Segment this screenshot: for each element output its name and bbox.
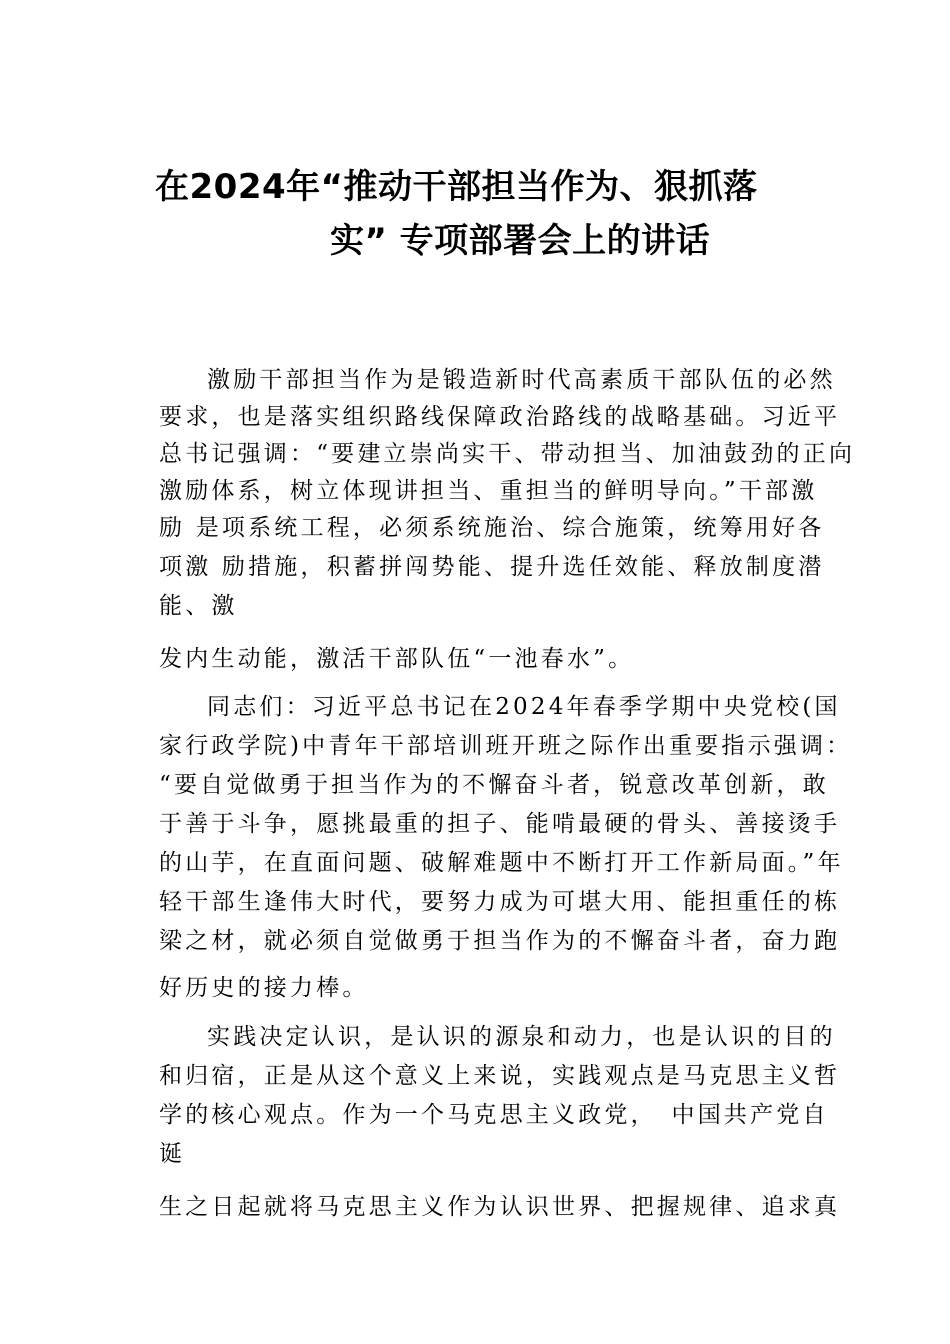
paragraph-line: 梁之材，就必须自觉做勇于担当作为的不懈奋斗者，奋力跑 [159,928,841,954]
paragraph-line: 项激 励措施，积蓄拼闯势能、提升选任效能、释放制度潜 [159,554,825,580]
paragraph-line: 同志们：习近平总书记在2024年春季学期中央党校(国 [207,694,841,720]
paragraph-line: 励 是项系统工程，必须系统施治、综合施策，统筹用好各 [159,515,825,541]
paragraph-line: “要自觉做勇于担当作为的不懈奋斗者，锐意改革创新，敢 [159,772,829,798]
paragraph-line: 要求，也是落实组织路线保障政治路线的战略基础。习近平 [159,404,841,430]
document-title-line-1: 在2024年“推动干部担当作为、狠抓落 [155,167,758,207]
paragraph-line: 的山芋，在直面问题、破解难题中不断打开工作新局面。”年 [159,850,844,876]
paragraph-line: 和归宿，正是从这个意义上来说，实践观点是马克思主义哲 [159,1063,841,1089]
paragraph-line: 好历史的接力棒。 [159,975,369,1001]
paragraph-line: 总书记强调：“要建立崇尚实干、带动担当、加油鼓劲的正向 [159,441,856,467]
paragraph-line: 学的核心观点。作为一个马克思主义政党， 中国共产党自 [159,1102,829,1128]
paragraph-line: 发内生动能，激活干部队伍“一池春水”。 [159,646,635,672]
paragraph-line: 能、激 [159,593,238,619]
paragraph-line: 激励干部担当作为是锻造新时代高素质干部队伍的必然 [207,367,836,393]
paragraph-line: 实践决定认识，是认识的源泉和动力，也是认识的目的 [207,1024,836,1050]
paragraph-line: 生之日起就将马克思主义作为认识世界、把握规律、追求真 [159,1194,841,1220]
document-title-line-2: 实” 专项部署会上的讲话 [330,221,711,261]
paragraph-line: 轻干部生逢伟大时代，要努力成为可堪大用、能担重任的栋 [159,889,841,915]
paragraph-line: 激励体系，树立体现讲担当、重担当的鲜明导向。”干部激 [159,478,818,504]
paragraph-line: 家行政学院)中青年干部培训班开班之际作出重要指示强调： [159,733,853,759]
paragraph-line: 于善于斗争，愿挑最重的担子、能啃最硬的骨头、善接烫手 [159,811,841,837]
paragraph-line: 诞 [159,1141,186,1167]
